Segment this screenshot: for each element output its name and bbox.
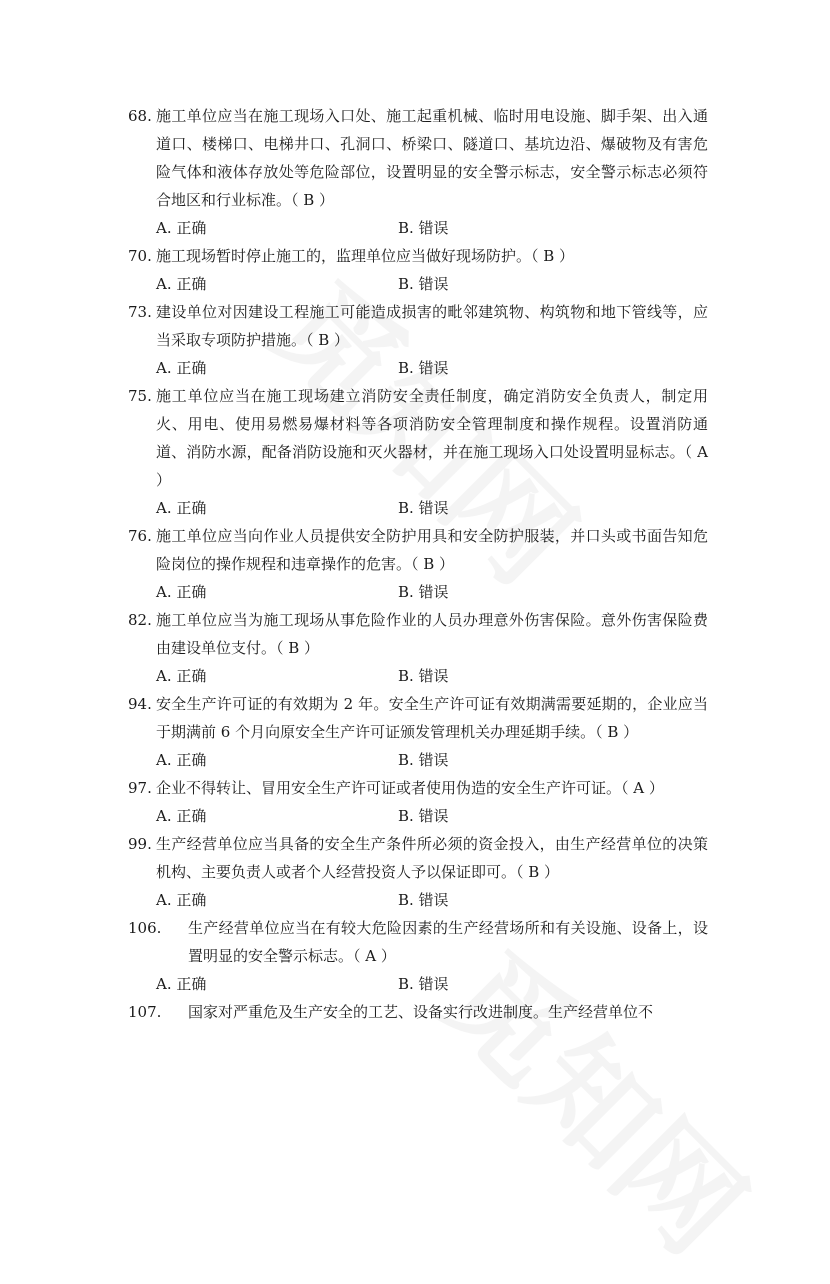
option-a: A. 正确 bbox=[156, 975, 207, 993]
question-text: 施工单位应当向作业人员提供安全防护用具和安全防护服装，并口头或书面告知危险岗位的操作规程和违章操作的危害。（ B ） bbox=[156, 527, 708, 573]
question-item bbox=[128, 102, 708, 242]
question-text: 施工单位应当在施工现场入口处、施工起重机械、临时用电设施、脚手架、出入通道口、楼梯口、电梯井口、孔洞口、桥梁口、隧道口、基坑边沿、爆破物及有害危险气体和液体存放处等危险部位，设置明显的安全警示标志，安全警示标志必须符合地区和行业标准。（ B ） bbox=[156, 107, 708, 209]
question-number: 82. bbox=[128, 611, 152, 629]
option-a: A. 正确 bbox=[156, 667, 207, 685]
question-text: 安全生产许可证的有效期为 2 年。安全生产许可证有效期满需要延期的，企业应当于期满前 6 个月向原安全生产许可证颁发管理机关办理延期手续。（ B ） bbox=[156, 695, 708, 741]
question-number: 99. bbox=[128, 835, 152, 853]
question-text: 国家对严重危及生产安全的工艺、设备实行改进制度。生产经营单位不 bbox=[188, 1003, 654, 1021]
question-item bbox=[128, 242, 708, 298]
question-item bbox=[128, 830, 708, 914]
question-number: 68. bbox=[128, 107, 152, 125]
question-text: 施工现场暂时停止施工的，监理单位应当做好现场防护。（ B ） bbox=[156, 247, 575, 265]
question-item bbox=[128, 298, 708, 382]
option-b: B. 错误 bbox=[398, 807, 449, 825]
option-b: B. 错误 bbox=[398, 891, 449, 909]
option-a: A. 正确 bbox=[156, 219, 207, 237]
question-text: 生产经营单位应当在有较大危险因素的生产经营场所和有关设施、设备上，设置明显的安全警示标志。（ A ） bbox=[188, 919, 708, 965]
question-text: 生产经营单位应当具备的安全生产条件所必须的资金投入，由生产经营单位的决策机构、主要负责人或者个人经营投资人予以保证即可。（ B ） bbox=[156, 835, 708, 881]
question-text: 施工单位应当在施工现场建立消防安全责任制度，确定消防安全负责人，制定用火、用电、使用易燃易爆材料等各项消防安全管理制度和操作规程。设置消防通道、消防水源，配备消防设施和灭火器材，并在施工现场入口处设置明显标志。（ A ） bbox=[156, 387, 708, 489]
question-text: 建设单位对因建设工程施工可能造成损害的毗邻建筑物、构筑物和地下管线等，应当采取专项防护措施。（ B ） bbox=[156, 303, 708, 349]
question-item bbox=[128, 382, 708, 522]
question-item bbox=[128, 690, 708, 774]
question-number: 75. bbox=[128, 387, 152, 405]
question-number: 70. bbox=[128, 247, 152, 265]
option-b: B. 错误 bbox=[398, 219, 449, 237]
option-a: A. 正确 bbox=[156, 751, 207, 769]
option-b: B. 错误 bbox=[398, 359, 449, 377]
option-a: A. 正确 bbox=[156, 807, 207, 825]
question-text: 企业不得转让、冒用安全生产许可证或者使用伪造的安全生产许可证。（ A ） bbox=[156, 779, 664, 797]
question-item bbox=[128, 914, 708, 998]
option-b: B. 错误 bbox=[398, 667, 449, 685]
question-text: 施工单位应当为施工现场从事危险作业的人员办理意外伤害保险。意外伤害保险费由建设单位支付。（ B ） bbox=[156, 611, 708, 657]
option-a: A. 正确 bbox=[156, 275, 207, 293]
question-number: 106. bbox=[128, 919, 162, 937]
question-number: 107. bbox=[128, 1003, 162, 1021]
option-a: A. 正确 bbox=[156, 583, 207, 601]
option-b: B. 错误 bbox=[398, 275, 449, 293]
option-b: B. 错误 bbox=[398, 751, 449, 769]
question-number: 73. bbox=[128, 303, 152, 321]
option-a: A. 正确 bbox=[156, 359, 207, 377]
question-number: 97. bbox=[128, 779, 152, 797]
option-b: B. 错误 bbox=[398, 975, 449, 993]
question-number: 76. bbox=[128, 527, 152, 545]
question-item bbox=[128, 522, 708, 606]
option-a: A. 正确 bbox=[156, 499, 207, 517]
question-list bbox=[128, 102, 708, 1026]
option-b: B. 错误 bbox=[398, 583, 449, 601]
option-b: B. 错误 bbox=[398, 499, 449, 517]
question-item bbox=[128, 998, 708, 1026]
question-item bbox=[128, 606, 708, 690]
question-item bbox=[128, 774, 708, 830]
option-a: A. 正确 bbox=[156, 891, 207, 909]
question-number: 94. bbox=[128, 695, 152, 713]
